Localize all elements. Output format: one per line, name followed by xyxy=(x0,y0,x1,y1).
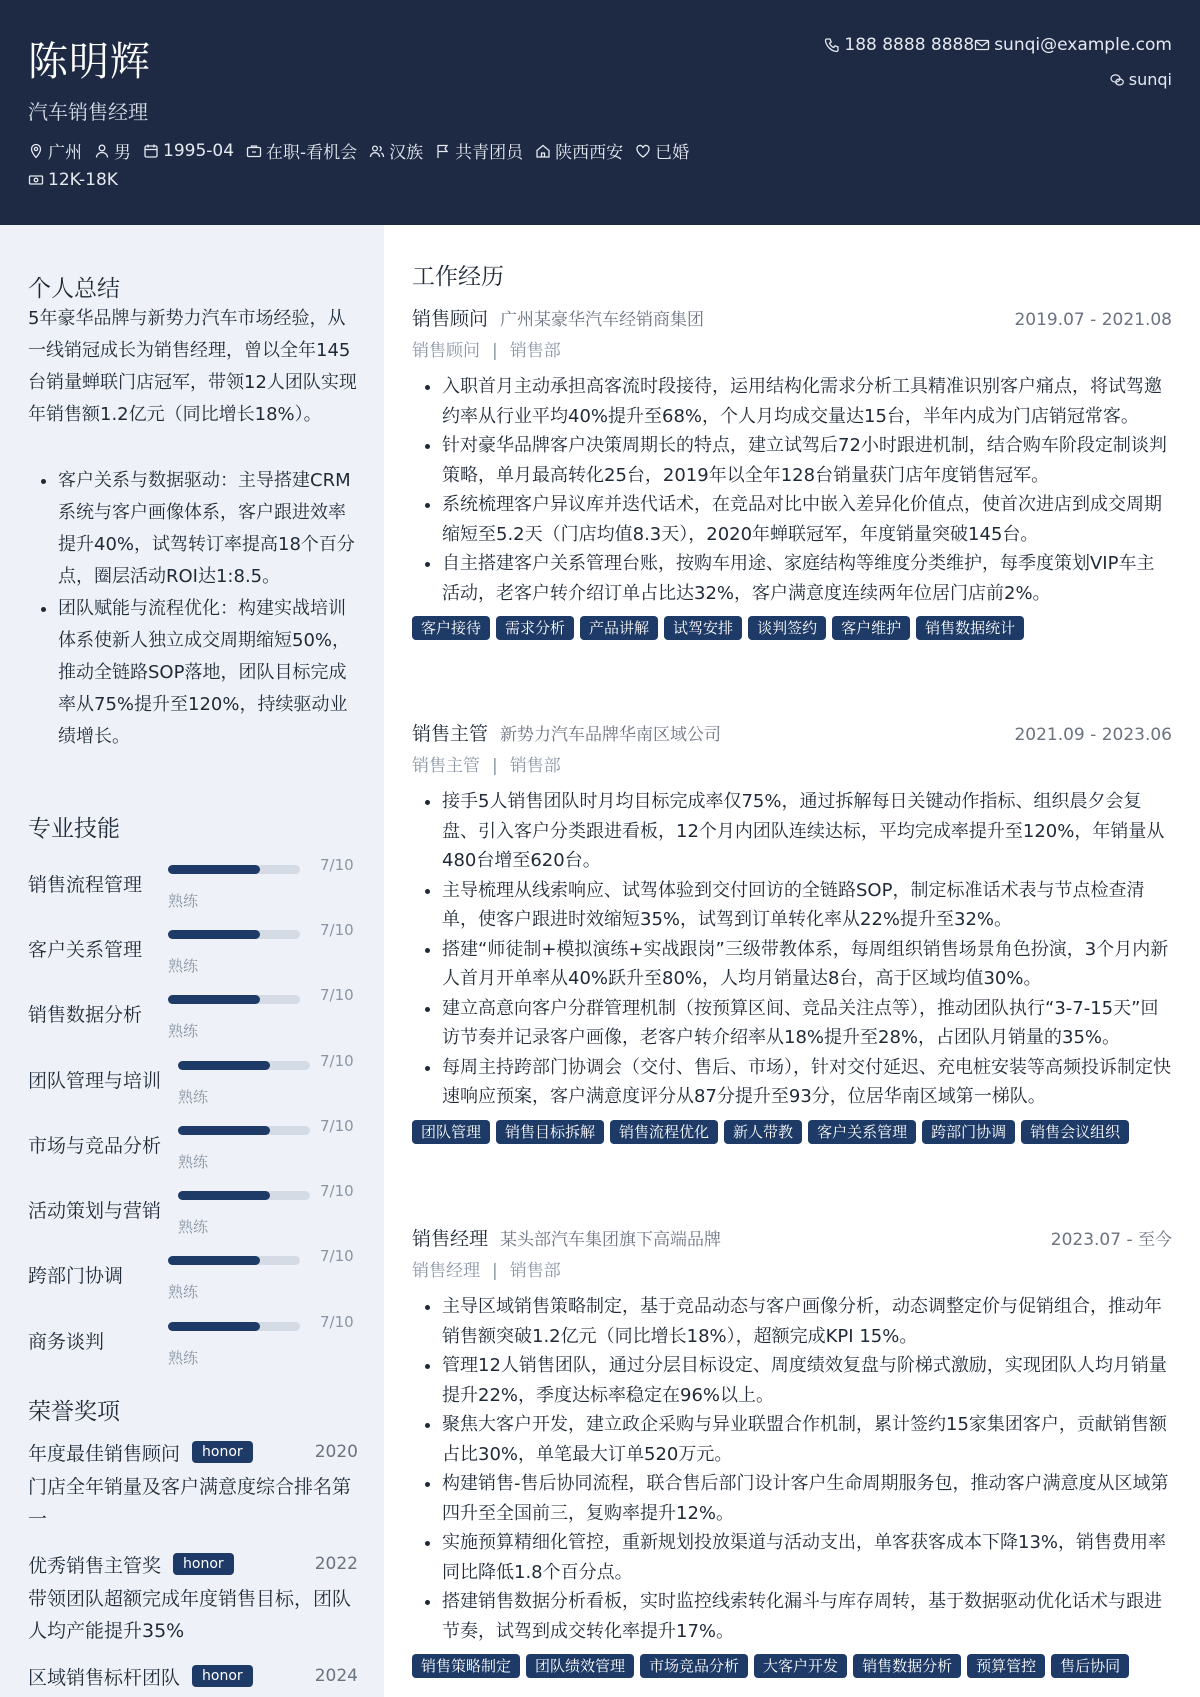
skill-bar-fill xyxy=(168,995,260,1004)
wechat-info: sunqi xyxy=(1109,70,1172,89)
job-date: 2023.07 - 至今 xyxy=(1050,1230,1172,1250)
list-item: • 建立高意向客户分群管理机制（按预算区间、竞品关注点等），推动团队执行“3-7-15天”回访节奏并记录客户画像，老客户转介绍率从18%提升至28%，占团队月销量的35%。 xyxy=(442,994,1172,1053)
skill-item xyxy=(28,1247,358,1321)
skill-bar-fill xyxy=(178,1061,270,1070)
list-item: • 自主搭建客户关系管理台账，按购车用途、家庭结构等维度分类维护，每季度策划VIP车主活动，老客户转介绍订单占比达32%，客户满意度连续两年位居门店前2%。 xyxy=(442,549,1172,608)
work-title: 工作经历 xyxy=(412,264,504,290)
contact-row xyxy=(824,35,1172,55)
job-tags xyxy=(412,1120,1172,1144)
skill-score: 7/10 xyxy=(320,1182,354,1200)
skill-score: 7/10 xyxy=(320,1247,354,1265)
skill-name: 跨部门协调 xyxy=(28,1265,124,1287)
flag-icon xyxy=(435,143,451,159)
job-tags xyxy=(412,616,1172,640)
heart-icon xyxy=(635,143,651,159)
skill-item xyxy=(28,1117,358,1191)
skill-level: 熟练 xyxy=(178,1088,209,1106)
honor-name: 年度最佳销售顾问 xyxy=(28,1442,181,1465)
skill-tag: 市场竞品分析 xyxy=(640,1654,748,1678)
honor-badge: honor xyxy=(173,1553,234,1575)
skill-name: 市场与竞品分析 xyxy=(28,1135,162,1157)
location-pin-icon xyxy=(28,143,44,159)
skill-tag: 预算管控 xyxy=(967,1654,1045,1678)
briefcase-icon xyxy=(246,143,262,159)
job-position: 销售主管 xyxy=(412,756,480,776)
summary-title: 个人总结 xyxy=(28,276,120,302)
skill-item xyxy=(28,921,358,995)
honor-year: 2024 xyxy=(314,1666,358,1686)
job-date: 2021.09 - 2023.06 xyxy=(1014,725,1172,745)
job-position: 销售经理 xyxy=(412,1261,480,1281)
skill-bar xyxy=(178,1061,310,1070)
job-entry xyxy=(412,1224,1172,1678)
ethnicity-info: 汉族 xyxy=(369,138,423,163)
list-item: • 客户关系与数据驱动：主导搭建CRM系统与客户画像体系，客户跟进效率提升40%，试驾转订率提高18个百分点，圈层活动ROI达1:8.5。 xyxy=(58,465,358,593)
list-item: • 实施预算精细化管控，重新规划投放渠道与活动支出，单客获客成本下降13%，销售费用率同比降低1.8个百分点。 xyxy=(442,1528,1172,1587)
list-item: • 搭建销售数据分析看板，实时监控线索转化漏斗与库存周转，基于数据驱动优化话术与跟进节奏，试驾到成交转化率提升17%。 xyxy=(442,1587,1172,1646)
skill-score: 7/10 xyxy=(320,986,354,1004)
honor-name: 优秀销售主管奖 xyxy=(28,1554,162,1577)
skill-item xyxy=(28,1313,358,1387)
users-icon xyxy=(369,143,385,159)
honor-desc: 带领团队超额完成年度销售目标，团队人均产能提升35% xyxy=(28,1588,352,1642)
birth-info: 1995-04 xyxy=(143,141,234,161)
skill-bar xyxy=(178,1126,310,1135)
skill-tag: 新人带教 xyxy=(724,1120,802,1144)
hometown-info: 陕西西安 xyxy=(535,138,623,163)
skill-tag: 销售会议组织 xyxy=(1021,1120,1129,1144)
summary-text: 5年豪华品牌与新势力汽车市场经验，从一线销冠成长为销售经理，曾以全年145台销量蝉联门店冠军，带领12人团队实现年销售额1.2亿元（同比增长18%）。 xyxy=(28,308,357,425)
gender-info: 男 xyxy=(94,138,131,163)
job-dept: 销售部 xyxy=(509,1261,561,1281)
skill-level: 熟练 xyxy=(168,1349,199,1367)
job-company: 某头部汽车集团旗下高端品牌 xyxy=(500,1230,722,1250)
job-role: 销售经理 xyxy=(412,1228,489,1250)
skill-tag: 试驾安排 xyxy=(664,616,742,640)
honor-badge: honor xyxy=(192,1665,253,1687)
candidate-name: 陈明辉 xyxy=(28,39,151,85)
skill-item xyxy=(28,856,358,930)
wechat-icon xyxy=(1109,72,1125,88)
salary-info: 12K-18K xyxy=(28,170,118,190)
list-item: • 每周主持跨部门协调会（交付、售后、市场），针对交付延迟、充电桩安装等高频投诉制定快速响应预案，客户满意度评分从87分提升至93分，位居华南区域第一梯队。 xyxy=(442,1053,1172,1112)
political-info: 共青团员 xyxy=(435,138,523,163)
skill-name: 活动策划与营销 xyxy=(28,1200,162,1222)
skill-score: 7/10 xyxy=(320,1313,354,1331)
list-item: • 搭建“师徒制+模拟演练+实战跟岗”三级带教体系，每周组织销售场景角色扮演，3个月内新人首月开单率从40%跃升至80%，人均月销量达8台，高于区域均值30%。 xyxy=(442,935,1172,994)
mail-icon xyxy=(974,37,990,53)
honor-year: 2022 xyxy=(314,1554,358,1574)
skill-tag: 销售数据统计 xyxy=(916,616,1024,640)
list-item: • 针对豪华品牌客户决策周期长的特点，建立试驾后72小时跟进机制，结合购车阶段定制谈判策略，单月最高转化25台，2019年以全年128台销量获门店年度销售冠军。 xyxy=(442,431,1172,490)
skill-level: 熟练 xyxy=(168,1283,199,1301)
job-company: 新势力汽车品牌华南区域公司 xyxy=(500,725,722,745)
home-icon xyxy=(535,143,551,159)
skill-level: 熟练 xyxy=(178,1218,209,1236)
skill-name: 团队管理与培训 xyxy=(28,1070,162,1092)
skill-tag: 团队绩效管理 xyxy=(526,1654,634,1678)
skill-bar-fill xyxy=(178,1191,270,1200)
skill-tag: 销售数据分析 xyxy=(853,1654,961,1678)
summary-points xyxy=(28,465,358,753)
list-item: • 管理12人销售团队，通过分层目标设定、周度绩效复盘与阶梯式激励，实现团队人均月销量提升22%，季度达标率稳定在96%以上。 xyxy=(442,1351,1172,1410)
personal-info-row xyxy=(28,138,701,163)
skill-bar-fill xyxy=(168,865,260,874)
list-item: • 主导区域销售策略制定，基于竞品动态与客户画像分析，动态调整定价与促销组合，推动年销售额突破1.2亿元（同比增长18%），超额完成KPI 15%。 xyxy=(442,1292,1172,1351)
job-subtitle: 销售顾问 | 销售部 xyxy=(412,341,561,361)
job-company: 广州某豪华汽车经销商集团 xyxy=(500,310,705,330)
skill-score: 7/10 xyxy=(320,921,354,939)
job-bullets xyxy=(412,787,1172,1112)
honor-desc: 门店全年销量及客户满意度综合排名第一 xyxy=(28,1476,352,1530)
list-item: • 系统梳理客户异议库并迭代话术，在竞品对比中嵌入差异化价值点，使首次进店到成交周期缩短至5.2天（门店均值8.3天），2020年蝉联冠军，年度销量突破145台。 xyxy=(442,490,1172,549)
skill-tag: 客户接待 xyxy=(412,616,490,640)
skill-bar-fill xyxy=(168,930,260,939)
job-bullets xyxy=(412,372,1172,608)
job-subtitle: 销售主管 | 销售部 xyxy=(412,756,561,776)
skill-tag: 谈判签约 xyxy=(748,616,826,640)
skill-level: 熟练 xyxy=(178,1153,209,1171)
email-info: sunqi@example.com xyxy=(974,35,1172,55)
skill-name: 销售数据分析 xyxy=(28,1004,143,1026)
job-role: 销售主管 xyxy=(412,723,489,745)
phone-icon xyxy=(824,37,840,53)
honor-name: 区域销售标杆团队 xyxy=(28,1666,181,1689)
honors-title: 荣誉奖项 xyxy=(28,1399,120,1425)
skill-tag: 售后协同 xyxy=(1051,1654,1129,1678)
job-subtitle: 销售经理 | 销售部 xyxy=(412,1261,561,1281)
list-item: • 主导梳理从线索响应、试驾体验到交付回访的全链路SOP，制定标准话术表与节点检查清单，使客户跟进时效缩短35%，试驾到订单转化率从22%提升至32%。 xyxy=(442,876,1172,935)
skill-tag: 客户维护 xyxy=(832,616,910,640)
job-role: 销售顾问 xyxy=(412,308,489,330)
list-item: • 团队赋能与流程优化：构建实战培训体系使新人独立成交周期缩短50%，推动全链路SOP落地，团队目标完成率从75%提升至120%，持续驱动业绩增长。 xyxy=(58,593,358,753)
job-entry xyxy=(412,719,1172,1144)
skill-bar-fill xyxy=(168,1256,260,1265)
job-dept: 销售部 xyxy=(509,756,561,776)
city-info: 广州 xyxy=(28,138,82,163)
candidate-title: 汽车销售经理 xyxy=(28,100,148,124)
skill-item xyxy=(28,1052,358,1126)
list-item: • 入职首月主动承担高客流时段接待，运用结构化需求分析工具精准识别客户痛点，将试驾邀约率从行业平均40%提升至68%，个人月均成交量达15台，半年内成为门店销冠常客。 xyxy=(442,372,1172,431)
skill-tag: 销售策略制定 xyxy=(412,1654,520,1678)
skill-name: 商务谈判 xyxy=(28,1331,105,1353)
skill-score: 7/10 xyxy=(320,856,354,874)
honor-item xyxy=(28,1549,358,1647)
phone-info: 188 8888 8888 xyxy=(824,35,974,55)
skill-bar-fill xyxy=(178,1126,270,1135)
skill-name: 销售流程管理 xyxy=(28,874,143,896)
job-bullets xyxy=(412,1292,1172,1646)
job-position: 销售顾问 xyxy=(412,341,480,361)
list-item: • 构建销售-售后协同流程，联合售后部门设计客户生命周期服务包，推动客户满意度从区域第四升至全国前三，复购率提升12%。 xyxy=(442,1469,1172,1528)
job-dept: 销售部 xyxy=(509,341,561,361)
person-icon xyxy=(94,143,110,159)
skill-bar xyxy=(168,930,300,939)
skill-item xyxy=(28,1182,358,1256)
list-item: • 接手5人销售团队时月均目标完成率仅75%，通过拆解每日关键动作指标、组织晨夕会复盘、引入客户分类跟进看板，12个月内团队连续达标，平均完成率提升至120%，年销量从480台增至620台。 xyxy=(442,787,1172,876)
money-icon xyxy=(28,172,44,188)
honor-year: 2020 xyxy=(314,1442,358,1462)
job-tags xyxy=(412,1654,1172,1678)
skill-score: 7/10 xyxy=(320,1052,354,1070)
list-item: • 聚焦大客户开发，建立政企采购与异业联盟合作机制，累计签约15家集团客户，贡献销售额占比30%，单笔最大订单520万元。 xyxy=(442,1410,1172,1469)
skill-tag: 大客户开发 xyxy=(754,1654,847,1678)
skill-bar xyxy=(168,865,300,874)
job-date: 2019.07 - 2021.08 xyxy=(1014,310,1172,330)
skill-level: 熟练 xyxy=(168,957,199,975)
skill-tag: 团队管理 xyxy=(412,1120,490,1144)
honor-badge: honor xyxy=(192,1441,253,1463)
skill-level: 熟练 xyxy=(168,1022,199,1040)
skill-tag: 销售流程优化 xyxy=(610,1120,718,1144)
skill-item xyxy=(28,986,358,1060)
skills-title: 专业技能 xyxy=(28,816,120,842)
skill-name: 客户关系管理 xyxy=(28,939,143,961)
skill-bar xyxy=(178,1191,310,1200)
job-entry xyxy=(412,304,1172,640)
honor-item xyxy=(28,1661,358,1691)
skill-level: 熟练 xyxy=(168,892,199,910)
calendar-icon xyxy=(143,143,159,159)
status-info: 在职-看机会 xyxy=(246,138,357,163)
marital-info: 已婚 xyxy=(635,138,689,163)
skill-score: 7/10 xyxy=(320,1117,354,1135)
honor-item xyxy=(28,1437,358,1535)
skill-bar xyxy=(168,1256,300,1265)
skill-tag: 需求分析 xyxy=(496,616,574,640)
skill-bar xyxy=(168,1322,300,1331)
skill-bar-fill xyxy=(168,1322,260,1331)
skill-tag: 跨部门协调 xyxy=(922,1120,1015,1144)
skill-tag: 产品讲解 xyxy=(580,616,658,640)
skill-tag: 客户关系管理 xyxy=(808,1120,916,1144)
skill-bar xyxy=(168,995,300,1004)
resume-header xyxy=(0,0,1200,225)
skill-tag: 销售目标拆解 xyxy=(496,1120,604,1144)
